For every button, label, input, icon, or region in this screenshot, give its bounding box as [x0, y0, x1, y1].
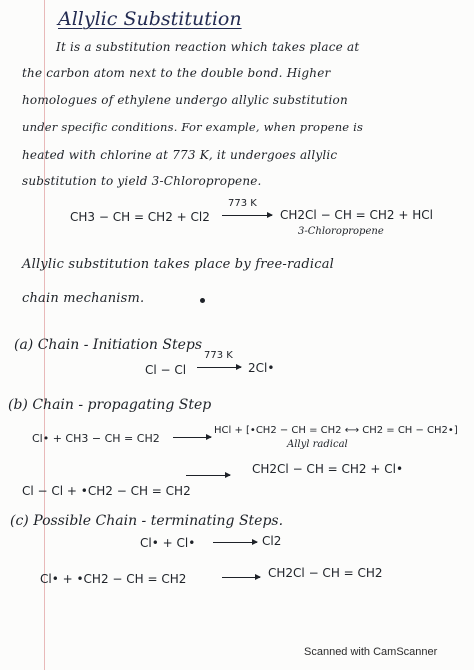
paragraph1-line-5: heated with chlorine at 773 K, it undergoes allylic [22, 148, 338, 162]
step-b-heading: (b) Chain - propagating Step [8, 397, 212, 413]
main-reaction-product-name: 3-Chloropropene [298, 226, 384, 237]
main-reaction-arrow [222, 215, 272, 216]
step-c-eq1-arrow [213, 542, 257, 543]
paragraph2-line-2: chain mechanism. [22, 291, 145, 306]
paragraph1-line-4: under specific conditions. For example, when propene is [22, 120, 364, 134]
scanner-watermark: Scanned with CamScanner [304, 646, 438, 658]
ink-dot [200, 298, 205, 303]
step-b-eq2-lhs: Cl − Cl + •CH2 − CH = CH2 [22, 484, 191, 498]
step-a-heading: (a) Chain - Initiation Steps [14, 337, 203, 353]
paragraph2-line-1: Allylic substitution takes place by free-radical [22, 257, 335, 272]
step-a-condition: 773 K [204, 350, 233, 361]
paragraph1-line-1: It is a substitution reaction which takes place at [56, 40, 360, 54]
step-c-eq1-lhs: Cl• + Cl• [140, 536, 196, 550]
paragraph1-line-3: homologues of ethylene undergo allylic substitution [22, 93, 348, 107]
step-a-rhs: 2Cl• [248, 361, 275, 375]
step-b-eq2-arrow [186, 475, 230, 476]
step-b-eq1-arrow [173, 437, 211, 438]
step-c-eq2-lhs: Cl• + •CH2 − CH = CH2 [40, 572, 187, 586]
paragraph1-line-6: substitution to yield 3-Chloropropene. [22, 174, 262, 188]
step-b-eq2-rhs: CH2Cl − CH = CH2 + Cl• [252, 462, 404, 476]
step-c-eq2-arrow [222, 577, 260, 578]
step-a-lhs: Cl − Cl [145, 363, 187, 377]
step-a-arrow [197, 367, 241, 368]
step-b-eq1-rhs: HCl + [•CH2 − CH = CH2 ⟷ CH2 = CH − CH2•] [214, 425, 458, 436]
main-reaction-rhs: CH2Cl − CH = CH2 + HCl [280, 208, 433, 222]
step-c-heading: (c) Possible Chain - terminating Steps. [10, 513, 284, 529]
step-b-eq1-lhs: Cl• + CH3 − CH = CH2 [32, 432, 160, 445]
page-title: Allylic Substitution [58, 8, 242, 30]
paragraph1-line-2: the carbon atom next to the double bond. Higher [22, 66, 331, 80]
step-c-eq2-rhs: CH2Cl − CH = CH2 [268, 566, 383, 580]
step-c-eq1-rhs: Cl2 [262, 534, 282, 548]
step-b-allyl-note: Allyl radical [287, 439, 348, 450]
main-reaction-lhs: CH3 − CH = CH2 + Cl2 [70, 210, 210, 224]
main-reaction-condition: 773 K [228, 198, 257, 209]
